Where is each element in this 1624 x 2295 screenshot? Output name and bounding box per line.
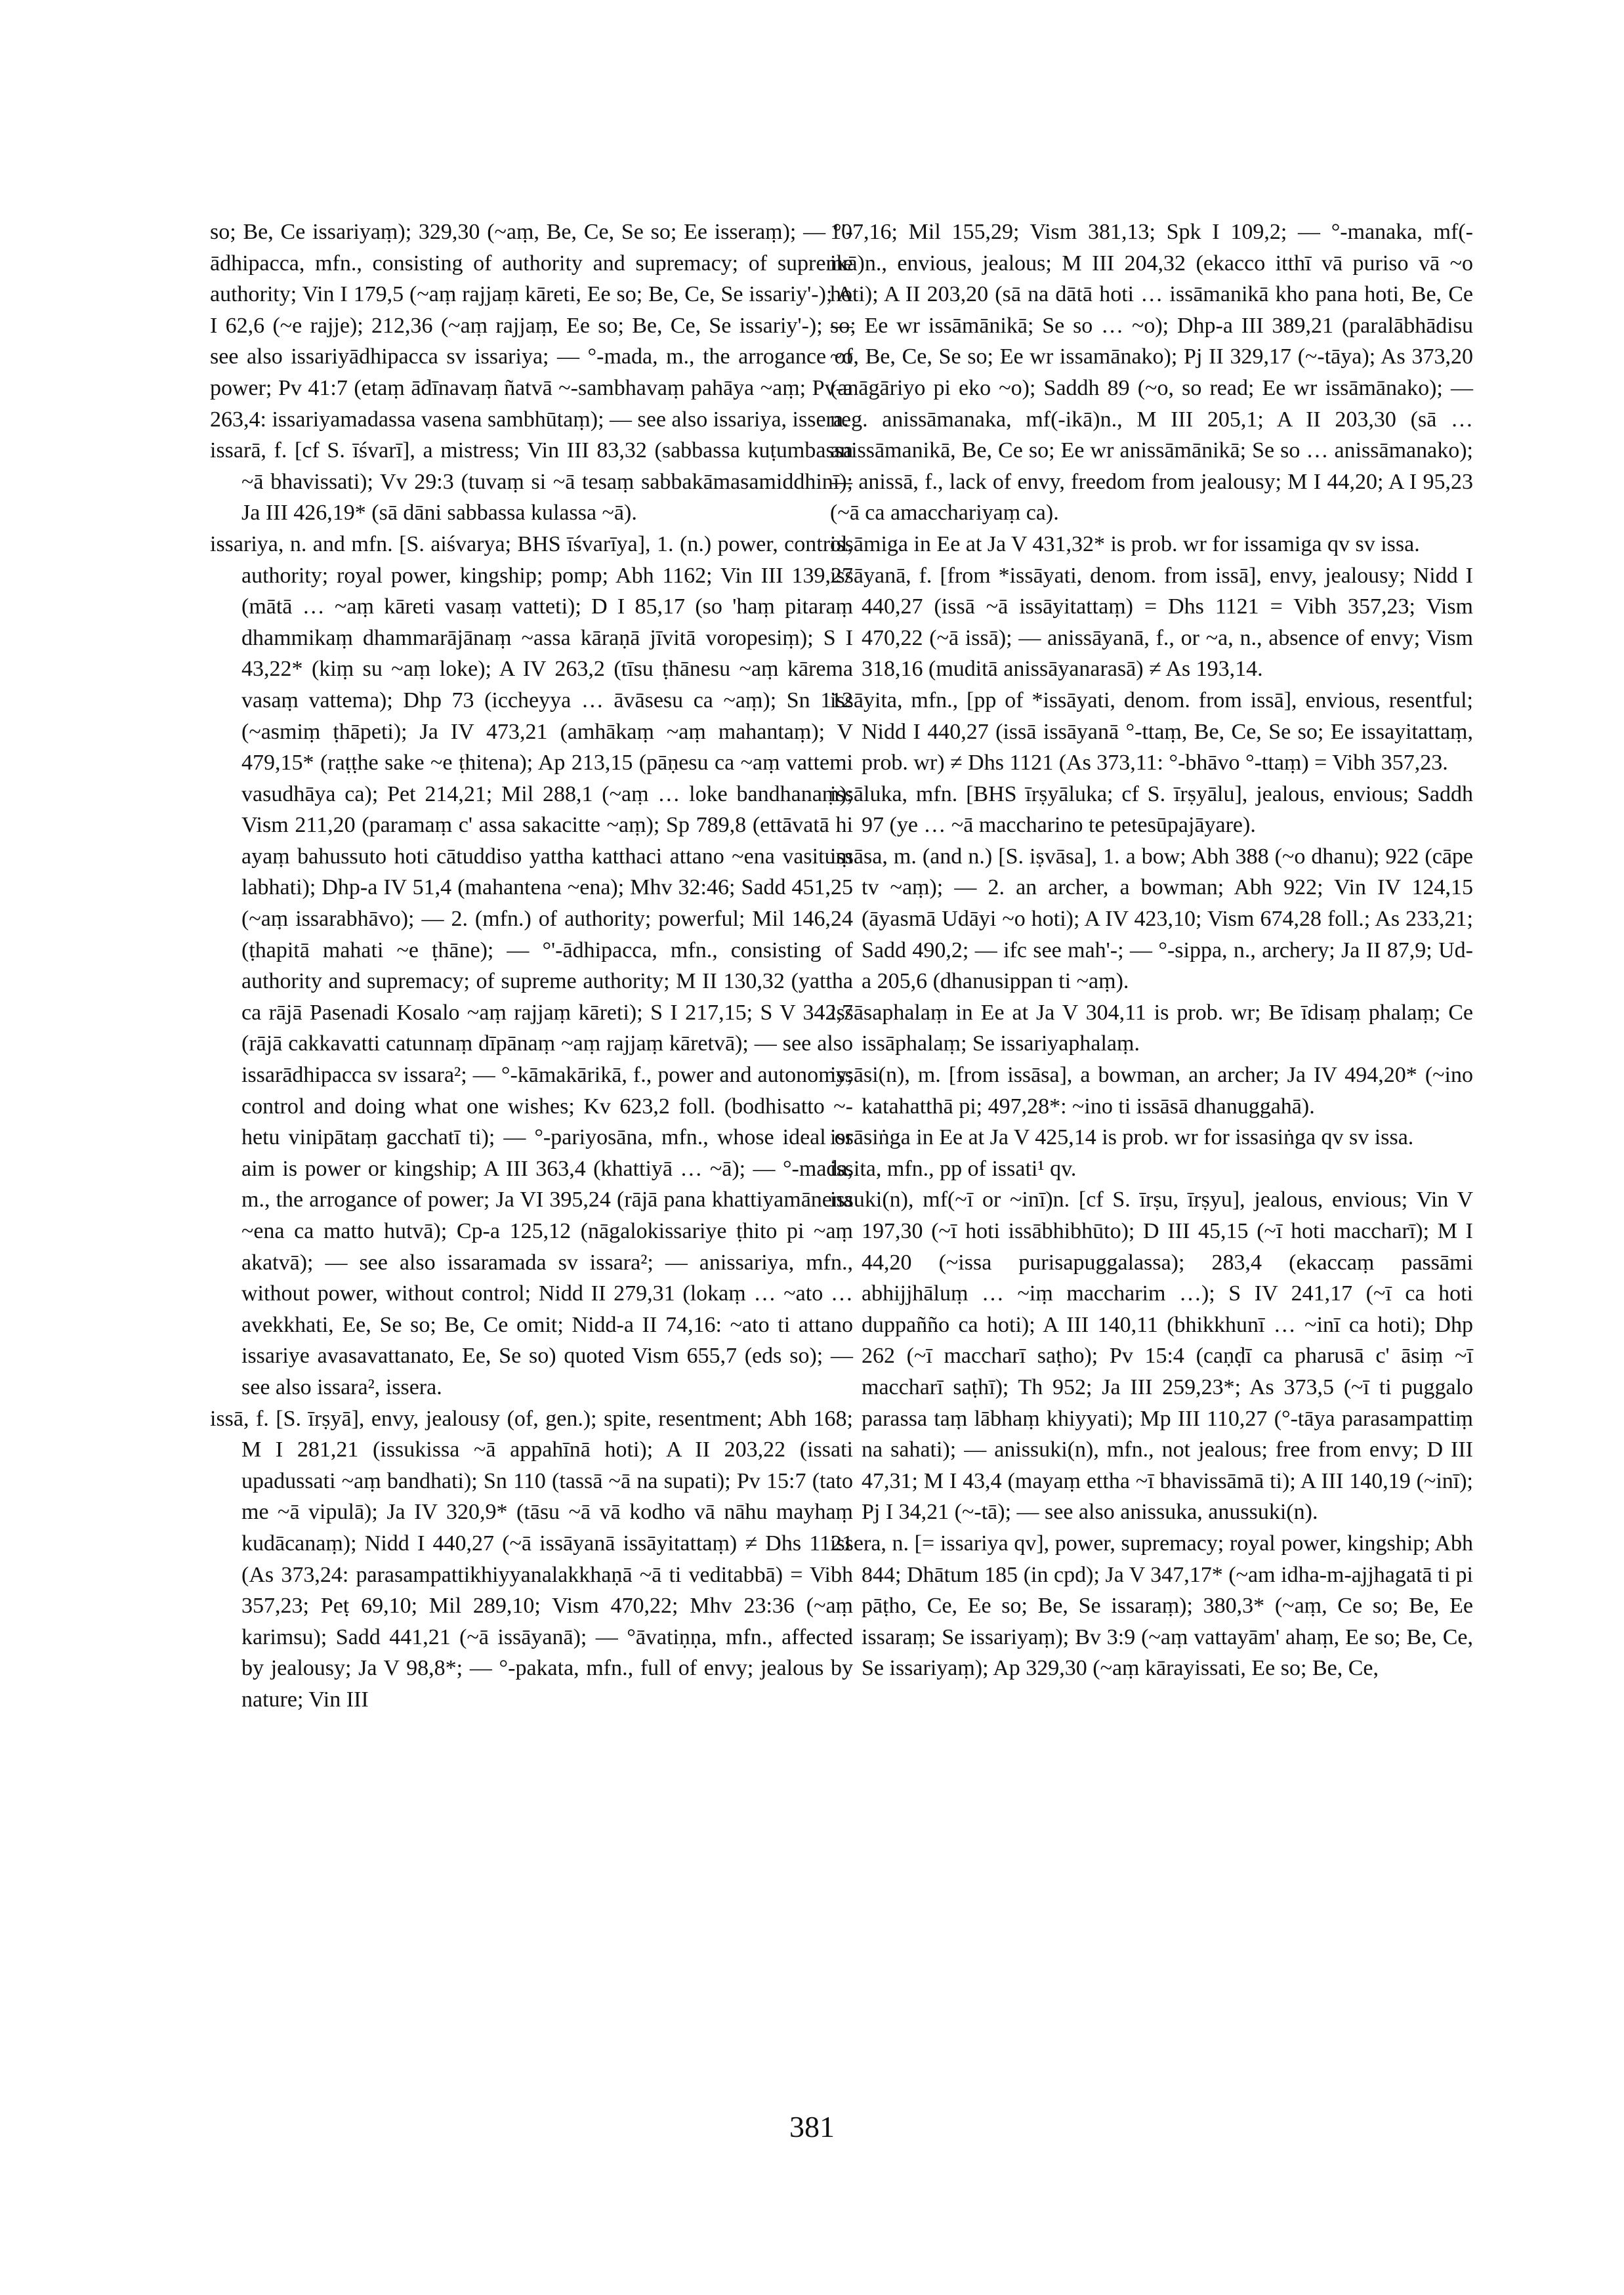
left-column bbox=[210, 217, 853, 1716]
dictionary-entry: issāsi(n), m. [from issāsa], a bowman, an archer; Ja IV 494,20* (~ino katahatthā pi; 497,28*: ~ino ti issāsā dhanuggahā). bbox=[830, 1063, 1473, 1119]
dictionary-entry: issariya, n. and mfn. [S. aiśvarya; BHS īśvarīya], 1. (n.) power, control, authority; royal power, kingship; pomp; Abh 1162; Vin III 139,27 (mātā … ~aṃ kāreti vasaṃ vatteti); D I 85,17 (so 'haṃ pitaraṃ dhammikaṃ dhammarājānaṃ ~assa kāraṇā jīvitā voropesiṃ); S I 43,22* (kiṃ su ~aṃ loke); A IV 263,2 (tīsu ṭhānesu ~aṃ kārema vasaṃ vattema); Dhp 73 (iccheyya … āvāsesu ca ~aṃ); Sn 112 (~asmiṃ ṭhāpeti); Ja IV 473,21 (amhākaṃ ~aṃ mahantaṃ); V 479,15* (raṭṭhe sake ~e ṭhitena); Ap 213,15 (pāṇesu ca ~aṃ vattemi vasudhāya ca); Pet 214,21; Mil 288,1 (~aṃ … loke bandhanaṃ); Vism 211,20 (paramaṃ c' assa sakacitte ~aṃ); Sp 789,8 (ettāvatā hi ayaṃ bahussuto hoti cātuddiso yattha katthaci attano ~ena vasituṃ labhati); Dhp-a IV 51,4 (mahantena ~ena); Mhv 32:46; Sadd 451,25 (~aṃ issarabhāvo); — 2. (mfn.) of authority; powerful; Mil 146,24 (ṭhapitā mahati ~e ṭhāne); — °'-ādhipacca, mfn., consisting of authority and supremacy; of supreme authority; M II 130,32 (yattha ca rājā Pasenadi Kosalo ~aṃ rajjaṃ kāreti); S I 217,15; S V 342,7 (rājā cakkavatti catunnaṃ dīpānaṃ ~aṃ rajjaṃ kāretvā); — see also issarādhipacca sv issara²; — °-kāmakārikā, f., power and autonomy; control and doing what one wishes; Kv 623,2 foll. (bodhisatto ~-hetu vinipātaṃ gacchatī ti); — °-pariyosāna, mfn., whose ideal or aim is power or kingship; A III 363,4 (khattiyā … ~ā); — °-mada, m., the arrogance of power; Ja VI 395,24 (rājā pana khattiyamānena ~ena ca matto hutvā); Cp-a 125,12 (nāgalokissariye ṭhito pi ~aṃ akatvā); — see also issaramada sv issara²; — anissariya, mfn., without power, without control; Nidd II 279,31 (lokaṃ … ~ato … avekkhati, Ee, Se so; Be, Ce omit; Nidd-a II 74,16: ~ato ti attano issariye avasavattanato, Ee, Se so) quoted Vism 655,7 (eds so); — see also issara², issera. bbox=[210, 531, 853, 1399]
dictionary-entry: issāyita, mfn., [pp of *issāyati, denom. from issā], envious, resentful; Nidd I 440,27 (issā issāyanā °-ttaṃ, Be, Ce, Se so; Ee issayitattaṃ, prob. wr) ≠ Dhs 1121 (As 373,11: °-bhāvo °-ttaṃ) = Vibh 357,23. bbox=[830, 688, 1473, 775]
dictionary-entry: issāsiṅga in Ee at Ja V 425,14 is prob. wr for issasiṅga qv sv issa. bbox=[830, 1125, 1414, 1150]
dictionary-entry: issāyanā, f. [from *issāyati, denom. from issā], envy, jealousy; Nidd I 440,27 (issā ~ā issāyitattaṃ) = Dhs 1121 = Vibh 357,23; Vism 470,22 (~ā issā); — anissāyanā, f., or ~a, n., absence of envy; Vism 318,16 (muditā anissāyanarasā) ≠ As 193,14. bbox=[830, 563, 1473, 682]
dictionary-entry: issarā, f. [cf S. īśvarī], a mistress; Vin III 83,32 (sabbassa kuṭumbassa ~ā bhavissati); Vv 29:3 (tuvaṃ si ~ā tesaṃ sabbakāmasamiddhinī); Ja III 426,19* (sā dāni sabbassa kulassa ~ā). bbox=[210, 438, 853, 526]
dictionary-entry: issāluka, mfn. [BHS īrṣyāluka; cf S. īrṣyālu], jealous, envious; Saddh 97 (ye … ~ā maccharino te petesūpajāyare). bbox=[830, 781, 1473, 838]
dictionary-entry: issuki(n), mf(~ī or ~inī)n. [cf S. īrṣu, īrṣyu], jealous, envious; Vin V 197,30 (~ī hoti issābhibhūto); D III 45,15 (~ī hoti maccharī); M I 44,20 (~issa purisapuggalassa); 283,4 (ekaccaṃ passāmi abhijjhāluṃ … ~iṃ maccharim …); S IV 241,17 (~ī ca hoti duppañño ca hoti); A III 140,11 (bhikkhunī … ~inī ca hoti); Dhp 262 (~ī maccharī saṭho); Pv 15:4 (caṇḍī ca pharusā c' āsiṃ ~ī maccharī saṭhī); Th 952; Ja III 259,23*; As 373,5 (~ī ti puggalo parassa taṃ lābhaṃ khiyyati); Mp III 110,27 (°-tāya parasampattiṃ na sahati); — anissuki(n), mfn., not jealous; free from envy; D III 47,31; M I 43,4 (mayaṃ ettha ~ī bhavissāmā ti); A III 140,19 (~inī); Pj I 34,21 (~-tā); — see also anissuka, anussuki(n). bbox=[830, 1188, 1473, 1525]
dictionary-entry: issita, mfn., pp of issati¹ qv. bbox=[830, 1156, 1077, 1181]
entry-continuation: 107,16; Mil 155,29; Vism 381,13; Spk I 109,2; — °-manaka, mf(-ikā)n., envious, jealous; M III 204,32 (ekacco itthī vā puriso vā ~o hoti); A II 203,20 (sā na dātā hoti … issāmanikā kho pana hoti, Be, Ce so; Ee wr issāmānikā; Se so … ~o); Dhp-a III 389,21 (paralābhādisu ~o, Be, Ce, Se so; Ee wr issamānako); Pj II 329,17 (~-tāya); As 373,20 (anāgāriyo pi eko ~o); Saddh 89 (~o, so read; Ee wr issāmānako); — neg. anissāmanaka, mf(-ikā)n., M III 205,1; A II 203,30 (sā … anissāmanikā, Be, Ce so; Ee wr anissāmānikā; Se so … anissāmanako); — anissā, f., lack of envy, freedom from jealousy; M I 44,20; A I 95,23 (~ā ca amacchariyaṃ ca). bbox=[830, 220, 1473, 526]
dictionary-entry: issāsa, m. (and n.) [S. iṣvāsa], 1. a bow; Abh 388 (~o dhanu); 922 (cāpe tv ~aṃ); — 2. an archer, a bowman; Abh 922; Vin IV 124,15 (āyasmā Udāyi ~o hoti); A IV 423,10; Vism 674,28 foll.; As 233,21; Sadd 490,2; — ifc see mah'-; — °-sippa, n., archery; Ja II 87,9; Ud-a 205,6 (dhanusippan ti ~aṃ). bbox=[830, 844, 1473, 994]
dictionary-entry: issāmiga in Ee at Ja V 431,32* is prob. wr for issamiga qv sv issa. bbox=[830, 531, 1420, 556]
page-number: 381 bbox=[789, 2110, 835, 2143]
dictionary-entry: issera, n. [= issariya qv], power, supremacy; royal power, kingship; Abh 844; Dhātum 185 (in cpd); Ja V 347,17* (~am idha-m-ajjhagatā ti pi pāṭho, Ce, Ee so; Be, Se issaraṃ); 380,3* (~aṃ, Ce so; Be, Ee issaraṃ; Se issariyaṃ); Bv 3:9 (~aṃ vattayām' ahaṃ, Ee so; Be, Ce, Se issariyaṃ); Ap 329,30 (~aṃ kārayissati, Ee so; Be, Ce, bbox=[830, 1531, 1473, 1681]
dictionary-entry: issāsaphalaṃ in Ee at Ja V 304,11 is prob. wr; Be īdisaṃ phalaṃ; Ce issāphalaṃ; Se issariyaphalaṃ. bbox=[830, 1000, 1473, 1056]
entry-continuation: so; Be, Ce issariyaṃ); 329,30 (~aṃ, Be, Ce, Se so; Ee isseraṃ); — °'-ādhipacca, mfn., consisting of authority and supremacy; of supreme authority; Vin I 179,5 (~aṃ rajjaṃ kāreti, Ee so; Be, Ce, Se issariy'-); A I 62,6 (~e rajje); 212,36 (~aṃ rajjaṃ, Ee so; Be, Ce, Se issariy'-); — see also issariyādhipacca sv issariya; — °-mada, m., the arrogance of power; Pv 41:7 (etaṃ ādīnavaṃ ñatvā ~-sambhavaṃ pahāya ~aṃ; Pv-a 263,4: issariyamadassa vasena sambhūtaṃ); — see also issariya, issera. bbox=[210, 220, 853, 432]
right-column bbox=[830, 217, 1473, 1684]
dictionary-entry: issā, f. [S. īrṣyā], envy, jealousy (of, gen.); spite, resentment; Abh 168; M I 281,21 (issukissa ~ā appahīnā hoti); A II 203,22 (issati upadussati ~aṃ bandhati); Sn 110 (tassā ~ā na supati); Pv 15:7 (tato me ~ā vipulā); Ja IV 320,9* (tāsu ~ā vā kodho vā nāhu mayhaṃ kudācanaṃ); Nidd I 440,27 (~ā issāyanā issāyitattaṃ) ≠ Dhs 1121 (As 373,24: parasampattikhiyyanalakkhaṇā ~ā ti veditabbā) = Vibh 357,23; Peṭ 69,10; Mil 289,10; Vism 470,22; Mhv 23:36 (~aṃ karimsu); Sadd 441,21 (~ā issāyanā); — °āvatiṇṇa, mfn., affected by jealousy; Ja V 98,8*; — °-pakata, mfn., full of envy; jealous by nature; Vin III bbox=[210, 1406, 853, 1712]
